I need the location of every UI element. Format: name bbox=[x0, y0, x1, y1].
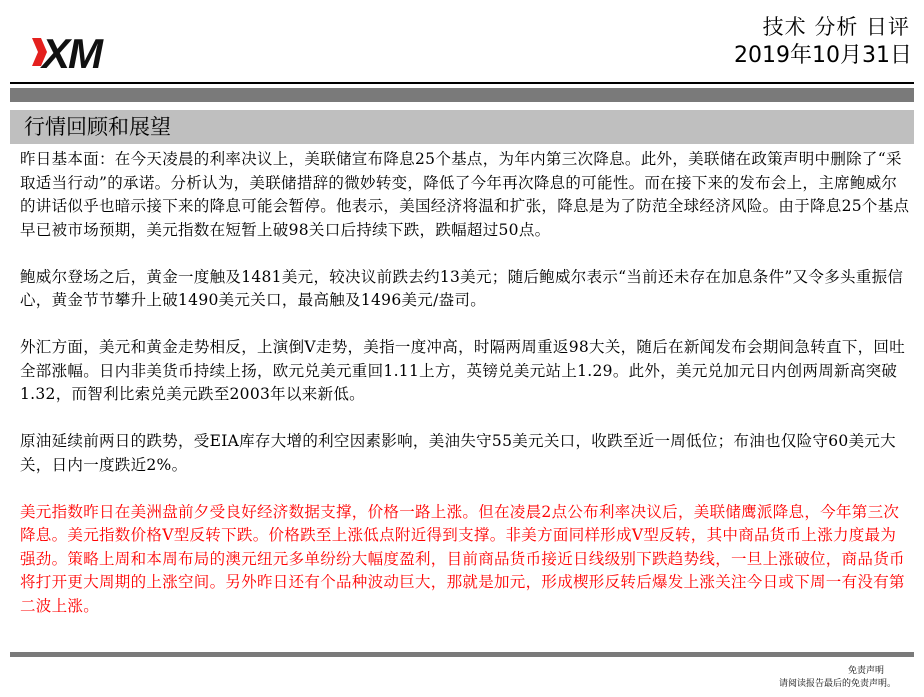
disclaimer-note: 请阅读报告最后的免责声明。 bbox=[778, 679, 896, 689]
report-date: 2019年10月31日 bbox=[734, 43, 912, 68]
paragraph-analysis: 美元指数昨日在美洲盘前夕受良好经济数据支撑，价格一路上涨。但在凌晨2点公布利率决议后，美联储鹰派降息，今年第三次降息。美元指数价格V型反转下跌。价格跌至上涨低点附近得到支撑。非美方面同样形成V型反转，其中商品货币上涨力度最为强劲。策略上周和本周布局的澳元纽元多单纷纷大幅度盈利，目前商品货币接近日线级别下跌趋势线，一旦上涨破位，商品货币将打开更大周期的上涨空间。另外昨日还有个品种波动巨大，那就是加元，形成楔形反转后爆发上涨关注今日或下周一有没有第二波上涨。 bbox=[20, 502, 905, 615]
report-body bbox=[20, 148, 910, 618]
report-type: 技术 分析 日评 bbox=[762, 15, 910, 39]
paragraph-oil: 原油延续前两日的跌势，受EIA库存大增的利空因素影响，美油失守55美元关口，收跌至近一周低位；布油也仅险守60美元大关，日内一度跌近2%。 bbox=[20, 432, 896, 474]
section-header bbox=[10, 110, 914, 144]
xm-logo bbox=[28, 30, 134, 74]
header-rule bbox=[10, 82, 914, 84]
disclaimer-label: 免责声明 bbox=[847, 666, 884, 676]
paragraph-fundamentals: 昨日基本面：在今天凌晨的利率决议上，美联储宣布降息25个基点，为年内第三次降息。此外，美联储在政策声明中删除了“采取适当行动”的承诺。分析认为，美联储措辞的微妙转变，降低了今年再次降息的可能性。而在接下来的发布会上，主席鲍威尔的讲话似乎也暗示接下来的降息可能会暂停。他表示，美国经济将温和扩张，降息是为了防范全球经济风险。由于降息25个基点早已被市场预期，美元指数在短暂上破98关口后持续下跌，跌幅超过50点。 bbox=[20, 150, 910, 239]
logo-text: XM bbox=[42, 30, 101, 74]
footer-rule bbox=[10, 652, 914, 657]
header-band bbox=[10, 88, 914, 102]
paragraph-gold: 鲍威尔登场之后，黄金一度触及1481美元，较决议前跌去约13美元；随后鲍威尔表示“当前还未存在加息条件”又令多头重振信心，黄金节节攀升上破1490美元关口，最高触及1496美元/盎司。 bbox=[20, 267, 904, 309]
section-title: 行情回顾和展望 bbox=[24, 115, 171, 139]
paragraph-forex: 外汇方面，美元和黄金走势相反，上演倒V走势，美指一度冲高，时隔两周重返98大关，随后在新闻发布会期间急转直下，回吐全部涨幅。日内非美货币持续上扬，欧元兑美元重回1.11上方，英镑兑美元站上1.29。此外，美元兑加元日内创两周新高突破1.32，而智利比索兑美元跌至2003年以来新低。 bbox=[20, 338, 906, 403]
